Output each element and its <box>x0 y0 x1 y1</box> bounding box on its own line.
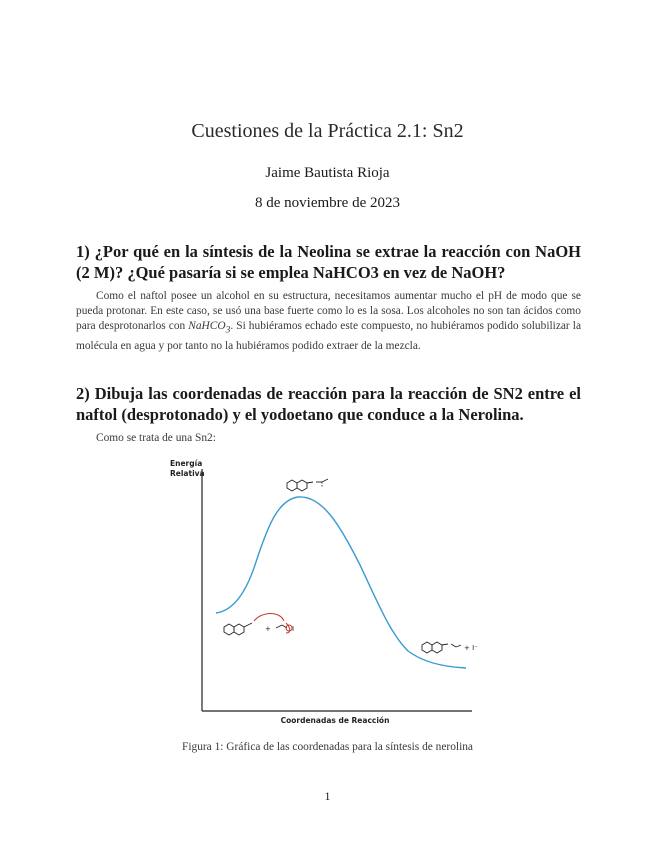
product-structure <box>422 642 461 653</box>
x-axis-label: Coordenadas de Reacción <box>280 716 390 725</box>
page-number: 1 <box>324 789 331 803</box>
reactant-plus-sign: + <box>265 625 271 633</box>
electron-arrow <box>254 614 290 634</box>
energy-curve <box>216 497 466 668</box>
reaction-coordinate-figure <box>150 455 510 730</box>
y-axis-label-line1: Energía <box>170 459 203 468</box>
transition-state-structure <box>287 479 328 491</box>
reactant-structure <box>224 623 287 635</box>
question-1-answer <box>76 289 581 354</box>
y-axis-label-line2: Relativa <box>170 469 205 478</box>
question-1-heading: 1) ¿Por qué en la síntesis de la Neolina se extrae la reacción con NaOH (2 M)? ¿Qué pasaría si se emplea NaHCO3 en vez de NaOH? <box>76 242 581 282</box>
document-author: Jaime Bautista Rioja <box>265 165 390 181</box>
question-2-intro: Como se trata de una Sn2: <box>96 432 216 444</box>
product-iodide-label: + I⁻ <box>464 644 478 652</box>
document-title: Cuestiones de la Práctica 2.1: Sn2 <box>191 120 464 142</box>
reactant-iodine-label: I <box>292 625 295 633</box>
figure-caption: Figura 1: Gráfica de las coordenadas para la síntesis de nerolina <box>182 741 473 753</box>
answer-1-formula: NaHCO$_3$ <box>188 320 231 336</box>
question-2-heading: 2) Dibuja las coordenadas de reacción para la reacción de SN2 entre el naftol (desprotonado) y el yodoetano que conduce a la Nerolina. <box>76 384 581 424</box>
answer-1-text-a: Como el naftol posee un alcohol en su estructura, necesitamos aumentar mucho el pH de modo que se pueda protonar. En este caso, se usó una base fuerte como lo es la sosa. Los alcoholes no son tan ácidos como para desprotonarlos con <box>76 290 581 333</box>
answer-1-text-b: . Si hubiéramos echado este compuesto, no hubiéramos podido solubilizar la molécula en agua y por tanto no la hubiéramos podido extraer de la mezcla. <box>76 320 581 352</box>
document-date: 8 de noviembre de 2023 <box>255 195 400 211</box>
